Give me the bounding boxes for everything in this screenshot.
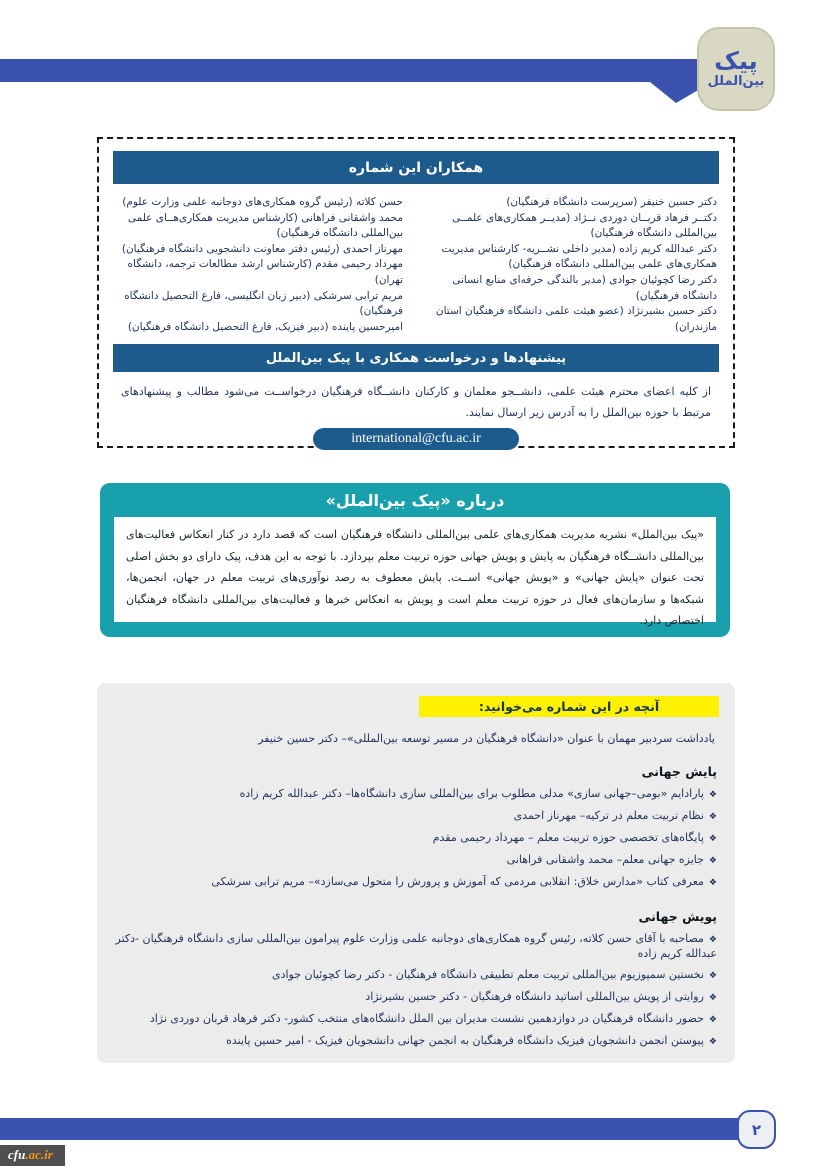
toc-item (115, 787, 717, 802)
toc-item-label: معرفی کتاب «مدارس خلاق: انقلابی مردمی که آموزش و پرورش را متحول می‌سازد»– مریم ترابی سرشکی (211, 875, 704, 888)
toc-item-label: نخستین سمپوزیوم بین‌المللی تربیت معلم تطبیقی دانشگاه فرهنگیان - دکتر رضا کچوئیان جوادی (271, 968, 704, 981)
contributor-item: دکتر عبدالله کریم زاده (مدیر داخلی نشــریه- کارشناس مدیریت همکاری‌های علمی بین‌المللی دانشگاه فرهنگیان) (441, 242, 717, 271)
diamond-bullet-icon: ❖ (708, 834, 717, 844)
toc-item (115, 831, 717, 846)
toc-item (115, 853, 717, 868)
diamond-bullet-icon: ❖ (708, 790, 717, 800)
diamond-bullet-icon: ❖ (708, 812, 717, 822)
logo-title-line1: پیک (714, 47, 758, 75)
toc-box (97, 683, 735, 1063)
header-divider-bar (0, 59, 706, 82)
contributor-item: دکتــر فرهاد قربــان دوردی نــژاد (مدیــر همکاری‌های علمــی بین‌المللی دانشگاه فرهنگیان) (451, 211, 717, 240)
toc-campaign-list (113, 932, 719, 1049)
diamond-bullet-icon: ❖ (708, 935, 717, 945)
site-prefix: cfu (8, 1147, 26, 1162)
toc-intro: یادداشت سردبیر مهمان با عنوان «دانشگاه فرهنگیان در مسیر توسعه بین‌المللی»– دکتر حسین خنیفر (258, 732, 715, 745)
about-body: «پیک بین‌الملل» نشریه مدیریت همکاری‌های علمی بین‌المللی دانشگاه فرهنگیان است که قصد دارد در کنار انعکاس فعالیت‌های بین‌المللی دانشــگاه فرهنگیان به پایش و پویش جهانی حوزه تربیت معلم بپردازد. با توجه به این هدف، پیک دارای دو بخش اصلی تحت عنوان «پایش جهانی» و «پویش جهانی» اســت. پایش معطوف به رصد نوآوری‌های تربیت معلم در جهان، انجمن‌ها، شبکه‌ها و سازمان‌های فعال در حوزه تربیت معلم است و پویش به انعکاس خبرها و فعالیت‌های بین‌المللی دانشگاه فرهنگیان اختصاص دارد. (114, 517, 716, 622)
toc-item-label: پیوستن انجمن دانشجویان فیزیک دانشگاه فرهنگیان به انجمن جهانی دانشجویان فیزیک - امیر حسین پاینده (226, 1034, 704, 1047)
contributor-item: مهرناز احمدی (رئیس دفتر معاونت دانشجویی دانشگاه فرهنگیان) (121, 242, 403, 255)
toc-section-heading-campaign: پویش جهانی (638, 909, 717, 924)
contributor-item: مریم ترابی سرشکی (دبیر زبان انگلیسی، فارغ التحصیل دانشگاه فرهنگیان) (124, 289, 403, 318)
toc-item-label: روایتی از پویش بین‌المللی اساتید دانشگاه فرهنگیان - دکتر حسین بشیرنژاد (365, 990, 704, 1003)
contributor-item: دکتر رضا کچوئیان جوادی (مدیر بالندگی حرفه‌ای منابع انسانی دانشگاه فرهنگیان) (452, 273, 717, 302)
about-box (100, 483, 730, 637)
diamond-bullet-icon: ❖ (708, 1037, 717, 1047)
diamond-bullet-icon: ❖ (708, 993, 717, 1003)
peyk-logo (697, 27, 775, 111)
contributors-columns (115, 195, 717, 335)
email-button[interactable]: international@cfu.ac.ir (313, 428, 519, 450)
contributor-item: مهرداد رحیمی مقدم (کارشناس ارشد مطالعات ترجمه، دانشگاه تهران) (127, 258, 403, 286)
contributor-item: دکتر حسین خنیفر (سرپرست دانشگاه فرهنگیان) (506, 196, 717, 208)
footer-divider-bar (0, 1118, 740, 1140)
site-watermark (0, 1145, 65, 1166)
toc-item-label: حضور دانشگاه فرهنگیان در دوازدهمین نشست مدیران بین الملل دانشگاه‌های منتخب کشور- دکتر فرهاد قربان دوردی نژاد (149, 1012, 704, 1025)
contributor-item: دکتر حسین بشیرنژاد (عضو هیئت علمی دانشگاه فرهنگیان استان مازندران) (435, 305, 717, 333)
toc-title: آنچه در این شماره می‌خوانید: (419, 696, 719, 717)
toc-section-heading-monitoring: پایش جهانی (641, 764, 717, 779)
diamond-bullet-icon: ❖ (708, 856, 717, 866)
contributors-left-column (115, 195, 403, 335)
site-suffix: .ac.ir (25, 1147, 53, 1162)
toc-item (115, 809, 717, 824)
page-number: ۲ (751, 1120, 762, 1139)
diamond-bullet-icon: ❖ (708, 971, 717, 981)
diamond-bullet-icon: ❖ (708, 878, 717, 888)
contributor-item: محمد واشقانی فراهانی (کارشناس مدیریت همکاری‌هــای علمی بین‌المللی دانشگاه فرهنگیان) (127, 211, 403, 240)
toc-item (115, 1034, 717, 1049)
toc-item-label: پایگاه‌های تخصصی حوزه تربیت معلم – مهرداد رحیمی مقدم (432, 831, 704, 844)
toc-item-label: مصاحبه با آقای حسن کلاته، رئیس گروه همکاری‌های دوجانبه علمی وزارت علوم پیرامون بین‌المللی سازی دانشگاه فرهنگیان -دکتر عبدالله کریم زاده (115, 932, 717, 960)
toc-item (115, 990, 717, 1005)
toc-item (115, 875, 717, 890)
toc-item-label: نظام تربیت معلم در ترکیه– مهرناز احمدی (513, 809, 704, 822)
toc-item-label: پارادایم «بومی–جهانی سازی» مدلی مطلوب برای بین‌المللی سازی دانشگاه‌ها– دکتر عبدالله کریم زاده (239, 787, 704, 800)
about-title: درباره «پیک بین‌الملل» (325, 491, 505, 510)
diamond-bullet-icon: ❖ (708, 1015, 717, 1025)
toc-item (115, 1012, 717, 1027)
requests-title: پیشنهادها و درخواست همکاری با پیک بین‌الملل (113, 344, 719, 372)
contributors-box (97, 137, 735, 448)
logo-title-line2: بین‌الملل (707, 74, 765, 89)
contributors-title: همکاران این شماره (113, 151, 719, 184)
requests-text: از کلیه اعضای محترم هیئت علمی، دانشــجو معلمان و کارکنان دانشــگاه فرهنگیان درخواســت می‌شود مطالب و پیشنهادهای مرتبط با حوزه بین‌الملل را به آدرس زیر ارسال نمایند. (121, 385, 711, 420)
toc-item-label: جایزه جهانی معلم– محمد واشقانی فراهانی (506, 853, 704, 866)
contributor-item: حسن کلاته (رئیس گروه همکاری‌های دوجانبه علمی وزارت علوم) (122, 196, 403, 208)
toc-item (115, 968, 717, 983)
contributors-right-column (429, 195, 717, 335)
page-number-badge (737, 1110, 776, 1149)
contributor-item: امیرحسین پاینده (دبیر فیزیک، فارغ التحصیل دانشگاه فرهنگیان) (127, 320, 403, 333)
toc-item (115, 932, 717, 961)
toc-monitoring-list (113, 787, 719, 890)
